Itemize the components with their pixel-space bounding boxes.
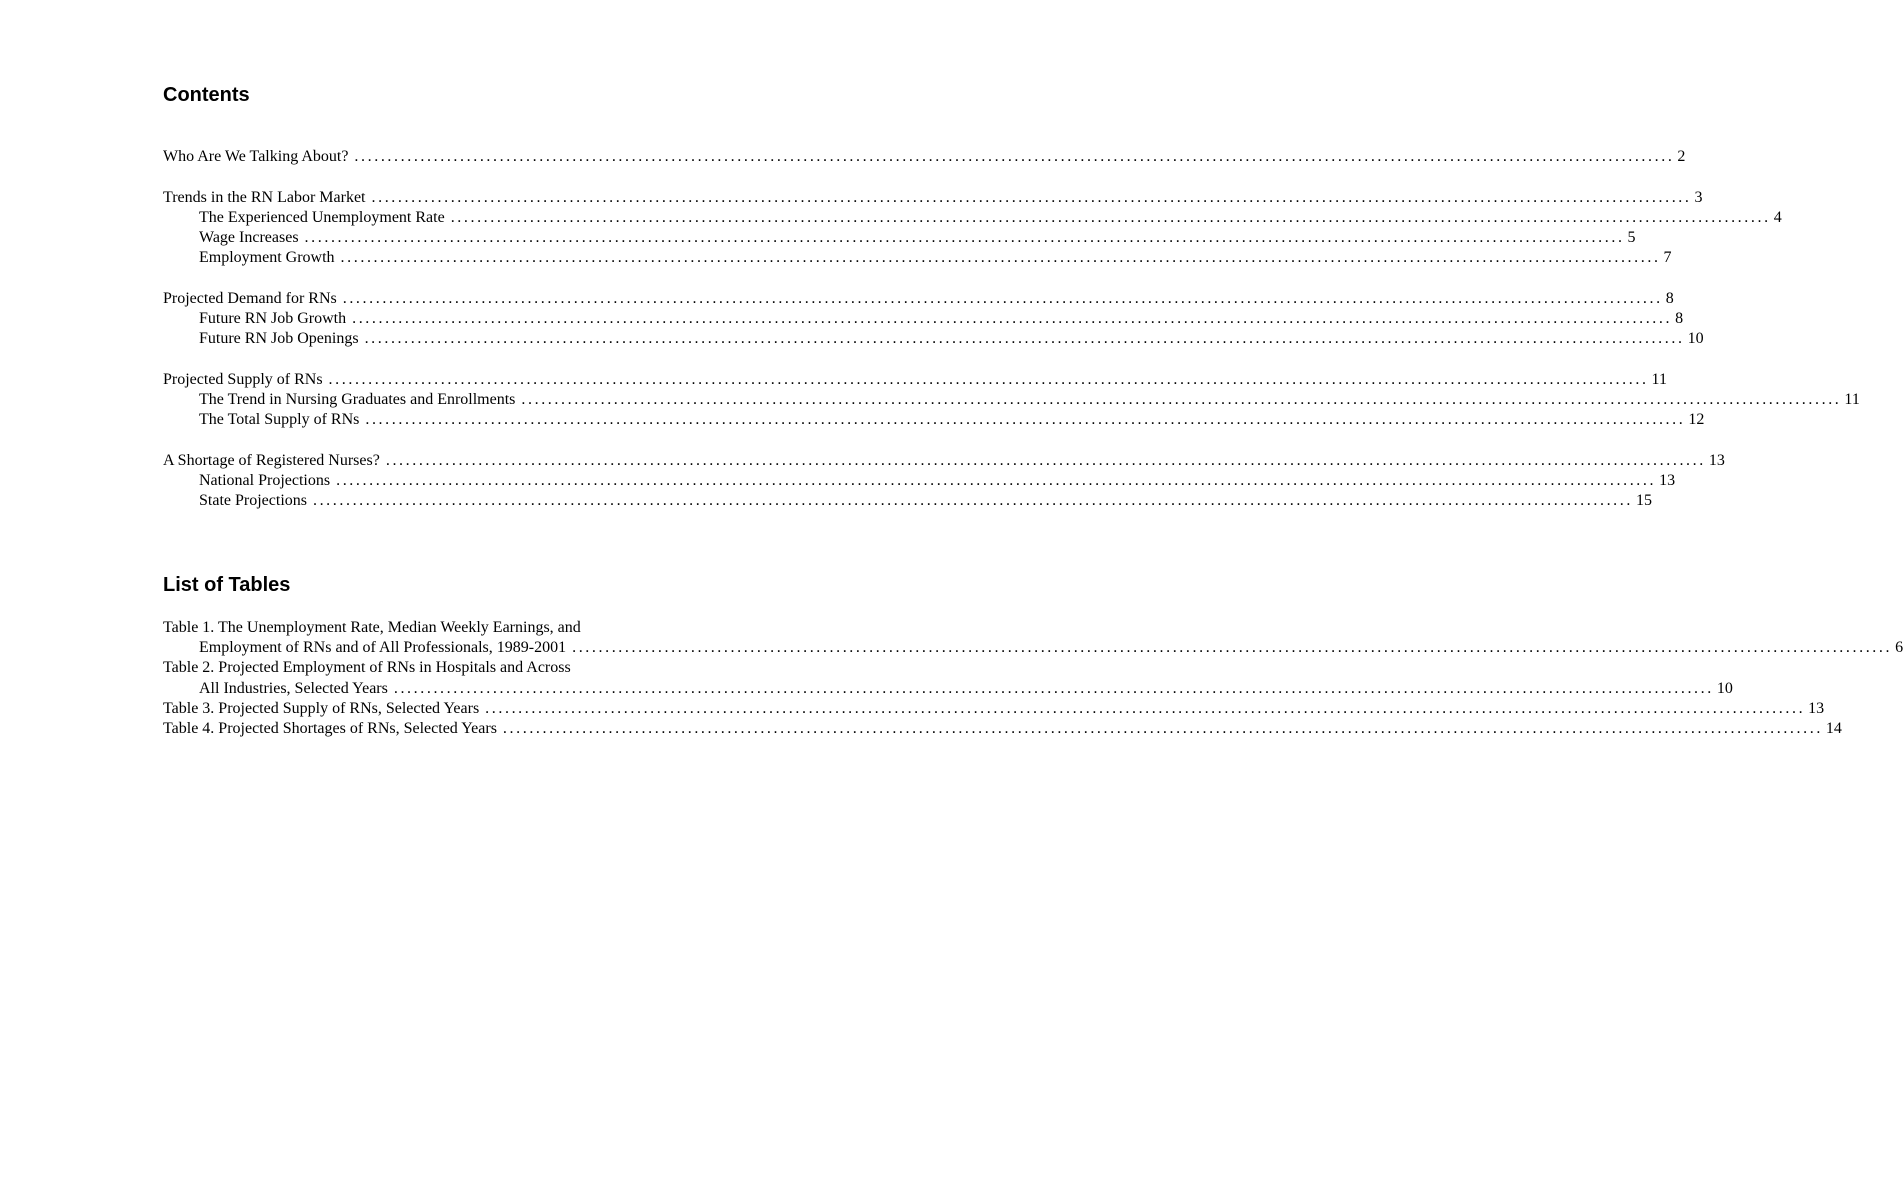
- toc-page-number: 13: [1659, 471, 1676, 489]
- toc-entry-label: The Experienced Unemployment Rate: [199, 208, 445, 226]
- toc-entry-label: National Projections: [199, 471, 331, 489]
- toc-leader-dots: ........................................................................................................................................................................................................: [342, 289, 1663, 307]
- toc-entry-label: A Shortage of Registered Nurses?: [163, 451, 380, 469]
- toc-entry-label: Who Are We Talking About?: [163, 148, 349, 165]
- contents-list: [163, 147, 1860, 511]
- toc-entry[interactable]: [163, 451, 1725, 471]
- toc-leader-dots: ........................................................................................................................................................................................................: [385, 451, 1706, 469]
- toc-leader-dots: ........................................................................................................................................................................................................: [371, 188, 1692, 206]
- toc-leader-dots: ........................................................................................................................................................................................................: [450, 208, 1771, 226]
- list-of-tables: [163, 618, 1903, 739]
- toc-subentry[interactable]: [163, 329, 1704, 349]
- toc-page-number: 13: [1808, 699, 1825, 717]
- toc-page-number: 14: [1825, 719, 1842, 737]
- toc-page-number: 12: [1688, 411, 1705, 429]
- toc-leader-dots: ........................................................................................................................................................................................................: [354, 148, 1675, 165]
- toc-leader-dots: ........................................................................................................................................................................................................: [312, 492, 1633, 509]
- toc-page-number: 10: [1687, 330, 1704, 348]
- toc-leader-dots: ........................................................................................................................................................................................................: [364, 330, 1685, 348]
- toc-page-number: 13: [1708, 451, 1725, 469]
- table-entry-label: Table 3. Projected Supply of RNs, Selected Years: [163, 699, 480, 717]
- table-entry[interactable]: [163, 719, 1842, 739]
- toc-page-number: 8: [1665, 289, 1674, 307]
- toc-leader-dots: ........................................................................................................................................................................................................: [336, 471, 1657, 489]
- toc-entry[interactable]: [163, 370, 1667, 390]
- toc-leader-dots: ........................................................................................................................................................................................................: [304, 228, 1625, 246]
- toc-page-number: 11: [1844, 390, 1860, 408]
- toc-page-number: 4: [1773, 208, 1782, 226]
- contents-heading: Contents: [163, 84, 250, 106]
- toc-page-number: 3: [1694, 188, 1703, 206]
- toc-leader-dots: ........................................................................................................................................................................................................: [340, 249, 1661, 267]
- toc-leader-dots: ........................................................................................................................................................................................................: [393, 679, 1714, 697]
- table-entry[interactable]: [163, 679, 1733, 699]
- table-entry-first-line[interactable]: Table 2. Projected Employment of RNs in Hospitals and Across: [163, 659, 571, 677]
- toc-leader-dots: ........................................................................................................................................................................................................: [485, 699, 1806, 717]
- toc-leader-dots: ........................................................................................................................................................................................................: [352, 309, 1673, 327]
- table-entry-label: Employment of RNs and of All Professionals, 1989-2001: [199, 639, 567, 657]
- toc-leader-dots: ........................................................................................................................................................................................................: [328, 370, 1649, 388]
- table-entry-label: Table 4. Projected Shortages of RNs, Selected Years: [163, 719, 497, 737]
- toc-page-number: 10: [1716, 679, 1733, 697]
- toc-page-number: 11: [1651, 370, 1667, 388]
- toc-subentry[interactable]: [163, 248, 1672, 268]
- toc-subentry[interactable]: [163, 410, 1705, 430]
- toc-subentry[interactable]: [163, 228, 1636, 248]
- toc-entry-label: Projected Supply of RNs: [163, 370, 323, 388]
- toc-page-number: 5: [1627, 228, 1636, 246]
- toc-entry-label: Projected Demand for RNs: [163, 289, 337, 307]
- toc-leader-dots: ........................................................................................................................................................................................................: [521, 390, 1842, 408]
- toc-leader-dots: ........................................................................................................................................................................................................: [572, 639, 1893, 657]
- toc-entry[interactable]: [163, 289, 1674, 309]
- toc-subentry[interactable]: [163, 309, 1684, 329]
- toc-entry-label: Future RN Job Growth: [199, 309, 347, 327]
- table-entry-label: All Industries, Selected Years: [199, 679, 388, 697]
- toc-page-number: 15: [1635, 492, 1652, 509]
- toc-entry-label: Future RN Job Openings: [199, 330, 359, 348]
- toc-page-number: 6: [1895, 639, 1903, 657]
- toc-subentry[interactable]: [163, 390, 1860, 410]
- toc-subentry[interactable]: [163, 208, 1782, 228]
- toc-entry-label: The Trend in Nursing Graduates and Enrollments: [199, 390, 516, 408]
- toc-page-number: 2: [1677, 148, 1686, 165]
- toc-entry-label: Employment Growth: [199, 249, 335, 267]
- toc-leader-dots: ........................................................................................................................................................................................................: [502, 719, 1823, 737]
- toc-entry-label: Trends in the RN Labor Market: [163, 188, 366, 206]
- toc-entry[interactable]: [163, 147, 1686, 167]
- toc-subentry[interactable]: [163, 491, 1652, 511]
- table-entry[interactable]: [163, 638, 1903, 658]
- toc-page-number: 8: [1675, 309, 1684, 327]
- list-of-tables-heading: List of Tables: [163, 574, 291, 596]
- toc-subentry[interactable]: [163, 471, 1676, 491]
- toc-entry[interactable]: [163, 188, 1703, 208]
- toc-page-number: 7: [1663, 249, 1672, 267]
- toc-entry-label: State Projections: [199, 492, 307, 509]
- toc-entry-label: Wage Increases: [199, 228, 299, 246]
- table-entry-first-line[interactable]: Table 1. The Unemployment Rate, Median Weekly Earnings, and: [163, 619, 581, 636]
- toc-entry-label: The Total Supply of RNs: [199, 411, 360, 429]
- table-entry[interactable]: [163, 699, 1825, 719]
- toc-leader-dots: ........................................................................................................................................................................................................: [365, 411, 1686, 429]
